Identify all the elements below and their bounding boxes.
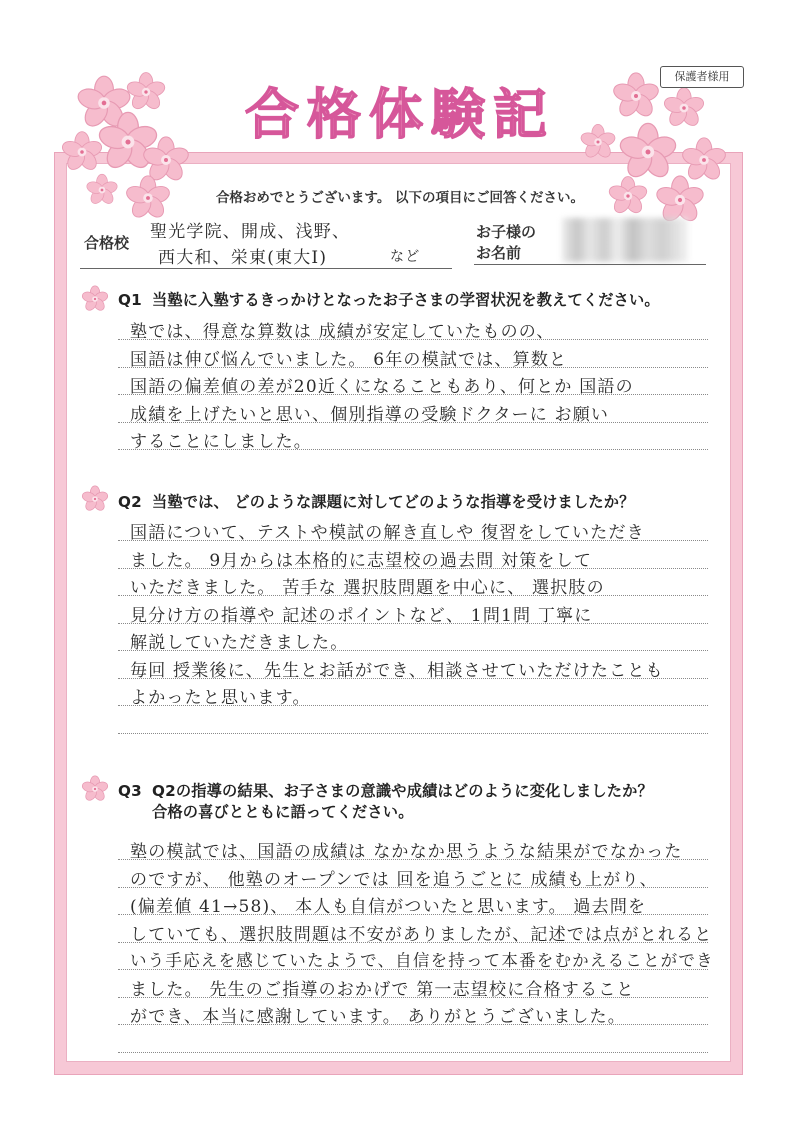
q1-question: 当塾に入塾するきっかけとなったお子さまの学習状況を教えてください。 [152,291,660,309]
blossom-icon [80,484,110,514]
ruled-line [118,914,708,915]
ruled-line [118,678,708,679]
q2-number: Q2 [118,493,142,511]
q3-number: Q3 [118,782,142,800]
school-line-2: 西大和、栄東(東大Ⅰ) [158,248,328,268]
intro-text: 合格おめでとうございます。 以下の項目にご回答ください。 [215,190,585,206]
ruled-line [118,623,708,624]
q3-answer-line: ました。 先生のご指導のおかげで 第一志望校に合格すること [130,979,635,1000]
school-line-1: 聖光学院、開成、浅野、 [150,222,351,242]
ruled-line [118,997,708,998]
q3-answer-line: ができ、本当に感謝しています。 ありがとうございました。 [130,1007,626,1027]
q1-answer-line: 塾では、得意な算数は 成績が安定していたものの、 [130,322,555,342]
q3-answer-line: (偏差値 41→58)、 本人も自信がついたと思います。 過去問を [130,897,647,917]
q3-question-line-1: Q2の指導の結果、お子さまの意識や成績はどのように変化しましたか？ [152,782,653,800]
school-suffix: など [390,249,421,265]
redacted-child-name [562,218,688,262]
ruled-line [118,449,708,450]
ruled-line [118,540,708,541]
q1-title [118,289,660,310]
q2-answer-line: いただきました。 苦手な 選択肢問題を中心に、 選択肢の [130,578,605,598]
ruled-line [118,339,708,340]
q3-title [118,780,653,801]
q1-number: Q1 [118,291,142,309]
ruled-line [118,394,708,395]
ruled-line [118,1052,708,1053]
q3-answer-line: いう手応えを感じていたようで、自信を持って本番をむかえることができ [130,951,714,970]
q3-answer-line: していても、選択肢問題は不安がありましたが、記述では点がとれると [130,924,713,945]
page-title: 合格体験記 [245,82,555,146]
ruled-line [118,705,708,706]
ruled-line [118,859,708,860]
parent-version-badge: 保護者様用 [660,66,744,88]
q2-title [118,491,635,512]
q1-answer-line: 国語の偏差値の差が20近くになることもあり、何とか 国語の [130,377,634,397]
school-underline [80,268,452,269]
q1-answer-line: 成績を上げたいと思い、個別指導の受験ドクターに お願い [130,404,610,425]
blossom-icon [80,774,110,804]
q3-question-line-2: 合格の喜びとともに語ってください。 [152,803,414,821]
q3-answer-line: のですが、 他塾のオープンでは 回を追うごとに 成績も上がり、 [130,869,658,890]
ruled-line [118,887,708,888]
q1-answer-line: することにしました。 [130,432,312,452]
q2-answer-line: 見分け方の指導や 記述のポイントなど、 1問1問 丁寧に [130,605,593,626]
ruled-line [118,1024,708,1025]
ruled-line [118,595,708,596]
school-label: 合格校 [84,234,130,252]
child-name-label-2: お名前 [476,244,522,262]
ruled-line [118,422,708,423]
ruled-line [118,367,708,368]
name-underline [474,264,706,265]
q3-answer-line: 塾の模試では、国語の成績は なかなか思うような結果がでなかった [130,842,683,862]
q2-answer-line: 国語について、テストや模試の解き直しや 復習をしていただき [130,523,645,543]
ruled-line [118,650,708,651]
ruled-line [118,733,708,734]
child-name-label-1: お子様の [476,223,537,241]
q1-answer-line: 国語は伸び悩んでいました。 6年の模試では、算数と [130,349,568,370]
ruled-line [118,568,708,569]
q2-question: 当塾では、 どのような課題に対してどのような指導を受けましたか？ [152,493,635,511]
q2-answer-line: よかったと思います。 [130,688,311,708]
ruled-line [118,942,708,943]
ruled-line [118,969,708,970]
q2-answer-line: 解説していただきました。 [130,633,349,653]
blossom-icon [80,284,110,314]
q2-answer-line: ました。 9月からは本格的に志望校の過去問 対策をして [130,550,593,571]
q2-answer-line: 毎回 授業後に、先生とお話ができ、相談させていただけたことも [130,660,664,681]
